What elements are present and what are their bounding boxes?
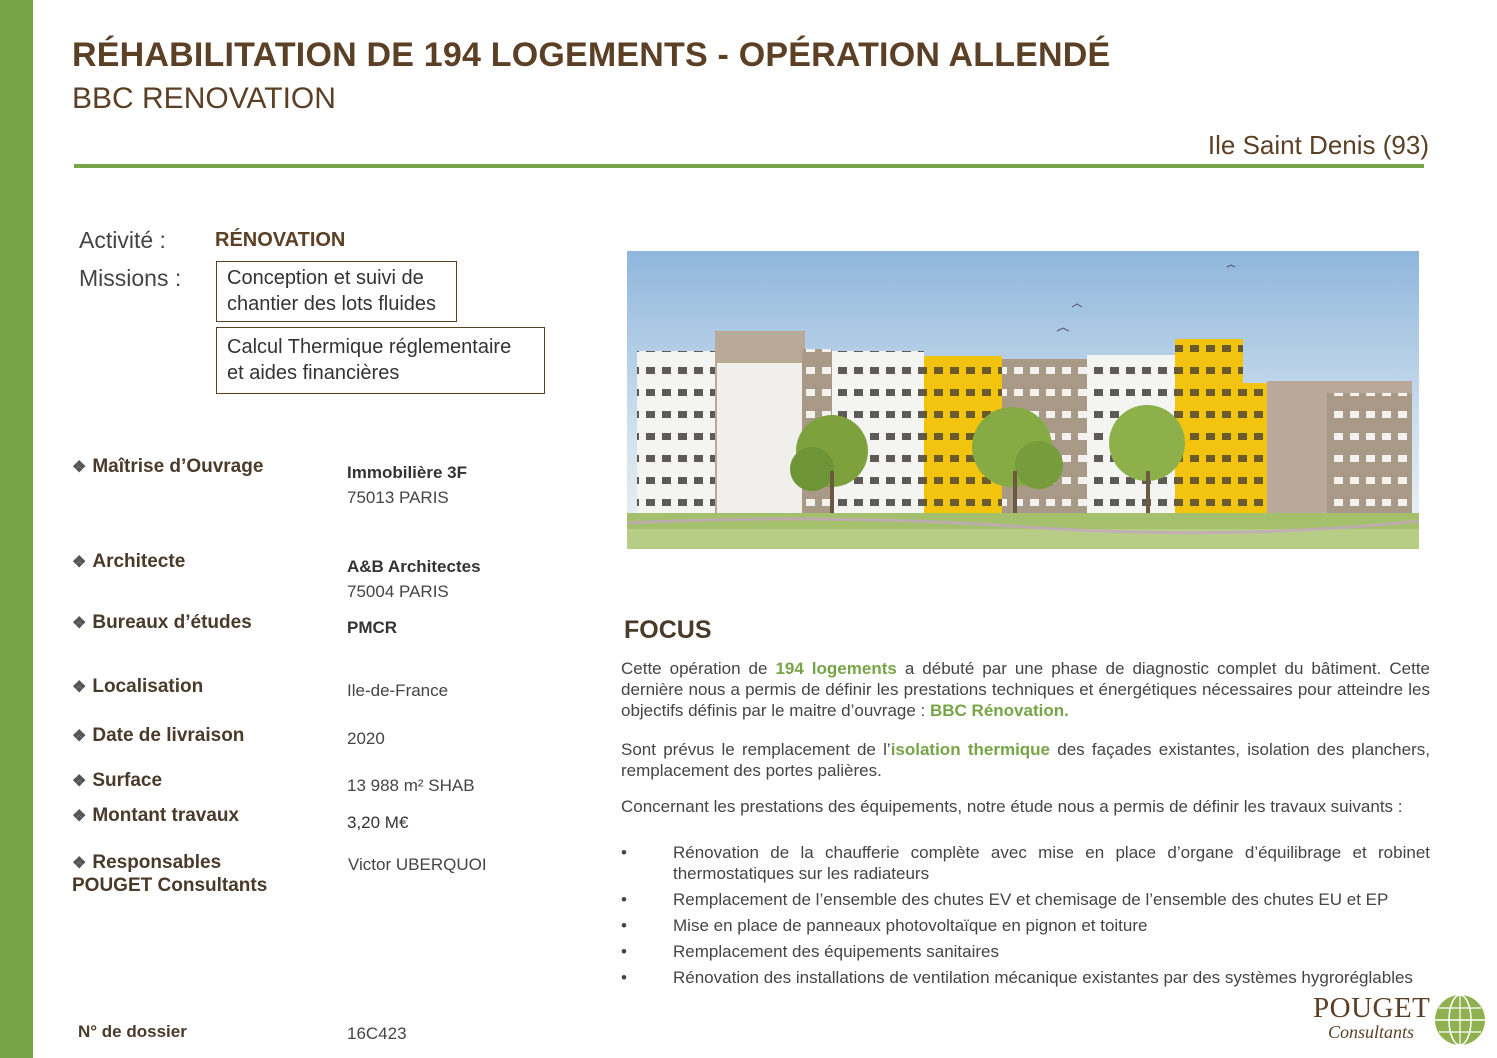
header-divider [74, 164, 1424, 168]
building-render-image [627, 251, 1419, 549]
mission-1-line-1: Conception et suivi de [227, 267, 424, 289]
maitrise-city: 75013 PARIS [347, 488, 449, 507]
list-item: • Rénovation des installations de ventilation mécanique existantes par des systèmes hygroréglables [621, 968, 1413, 987]
dossier-value: 16C423 [347, 1024, 407, 1043]
info-key-surface: ❖ Surface [72, 770, 163, 791]
focus-paragraph-2: Sont prévus le remplacement de l’isolation thermique des façades existantes, isolation des planchers, remplacement des portes palières. [621, 740, 1430, 780]
sidebar-accent-bar [0, 0, 33, 1058]
info-key-localisation: ❖ Localisation [72, 676, 204, 697]
diamond-bullet-icon: ❖ [72, 554, 87, 571]
page-subtitle: BBC RENOVATION [72, 82, 336, 115]
architecte-name: A&B Architectes [347, 557, 481, 576]
activity-label: Activité : [79, 227, 166, 253]
diamond-bullet-icon: ❖ [72, 855, 87, 872]
logo-name: POUGET [1313, 992, 1431, 1024]
maitrise-name: Immobilière 3F [347, 463, 467, 482]
list-item: • Remplacement de l’ensemble des chutes EV et chemisage de l’ensemble des chutes EU et EP [621, 890, 1389, 909]
mission-box-1 [216, 261, 457, 322]
info-val-responsables: Victor UBERQUOI [348, 855, 487, 874]
focus-bullet-list [621, 842, 1430, 993]
info-key-maitrise: ❖ Maîtrise d’Ouvrage [72, 456, 264, 477]
info-key-architecte: ❖ Architecte [72, 551, 186, 572]
focus-title: FOCUS [624, 616, 712, 644]
info-val-bureaux: PMCR [347, 618, 398, 637]
info-val-localisation: Ile-de-France [347, 681, 449, 700]
info-val-date: 2020 [347, 729, 385, 748]
info-val-montant: 3,20 M€ [347, 813, 409, 832]
diamond-bullet-icon: ❖ [72, 808, 87, 825]
diamond-bullet-icon: ❖ [72, 728, 87, 745]
location-label: Ile Saint Denis (93) [1207, 130, 1429, 160]
list-item: • Rénovation de la chaufferie complète avec mise en place d’organe d’équilibrage et robinet thermostatiques sur les radiateurs [621, 843, 1430, 883]
mission-box-2 [216, 327, 545, 394]
mission-2-line-2: et aides financières [227, 362, 400, 384]
diamond-bullet-icon: ❖ [72, 459, 87, 476]
diamond-bullet-icon: ❖ [72, 773, 87, 790]
pouget-logo [1310, 990, 1490, 1052]
mission-1-line-2: chantier des lots fluides [227, 293, 437, 315]
activity-value: RÉNOVATION [215, 229, 346, 251]
info-val-architecte [347, 554, 481, 604]
info-key-responsables-company: POUGET Consultants [72, 875, 268, 896]
focus-paragraph-1: Cette opération de 194 logements a débuté par une phase de diagnostic complet du bâtiment. Cette dernière nous a permis de définir les prestations techniques et énergétiques nécessaires pour atteindre les objectifs définis par le maitre d’ouvrage : BBC Rénovation. [621, 659, 1430, 720]
dossier-label: N° de dossier [78, 1022, 187, 1041]
list-item: • Mise en place de panneaux photovoltaïque en pignon et toiture [621, 916, 1148, 935]
missions-label: Missions : [79, 265, 182, 291]
diamond-bullet-icon: ❖ [72, 615, 87, 632]
logo-subtitle: Consultants [1328, 1022, 1415, 1042]
info-key-bureaux: ❖ Bureaux d’études [72, 612, 252, 633]
globe-icon [1432, 992, 1488, 1048]
diamond-bullet-icon: ❖ [72, 679, 87, 696]
info-val-surface: 13 988 m² SHAB [347, 776, 475, 795]
architecte-city: 75004 PARIS [347, 582, 449, 601]
mission-2-line-1: Calcul Thermique réglementaire [227, 336, 512, 358]
page-title: RÉHABILITATION DE 194 LOGEMENTS - OPÉRATION ALLENDÉ [72, 36, 1111, 74]
info-key-montant: ❖ Montant travaux [72, 805, 240, 826]
focus-paragraph-3: Concernant les prestations des équipements, notre étude nous a permis de définir les travaux suivants : [621, 797, 1403, 816]
info-key-date: ❖ Date de livraison [72, 725, 245, 746]
info-val-maitrise [347, 460, 467, 510]
info-key-responsables: ❖ Responsables [72, 852, 222, 873]
list-item: • Remplacement des équipements sanitaires [621, 942, 1000, 961]
